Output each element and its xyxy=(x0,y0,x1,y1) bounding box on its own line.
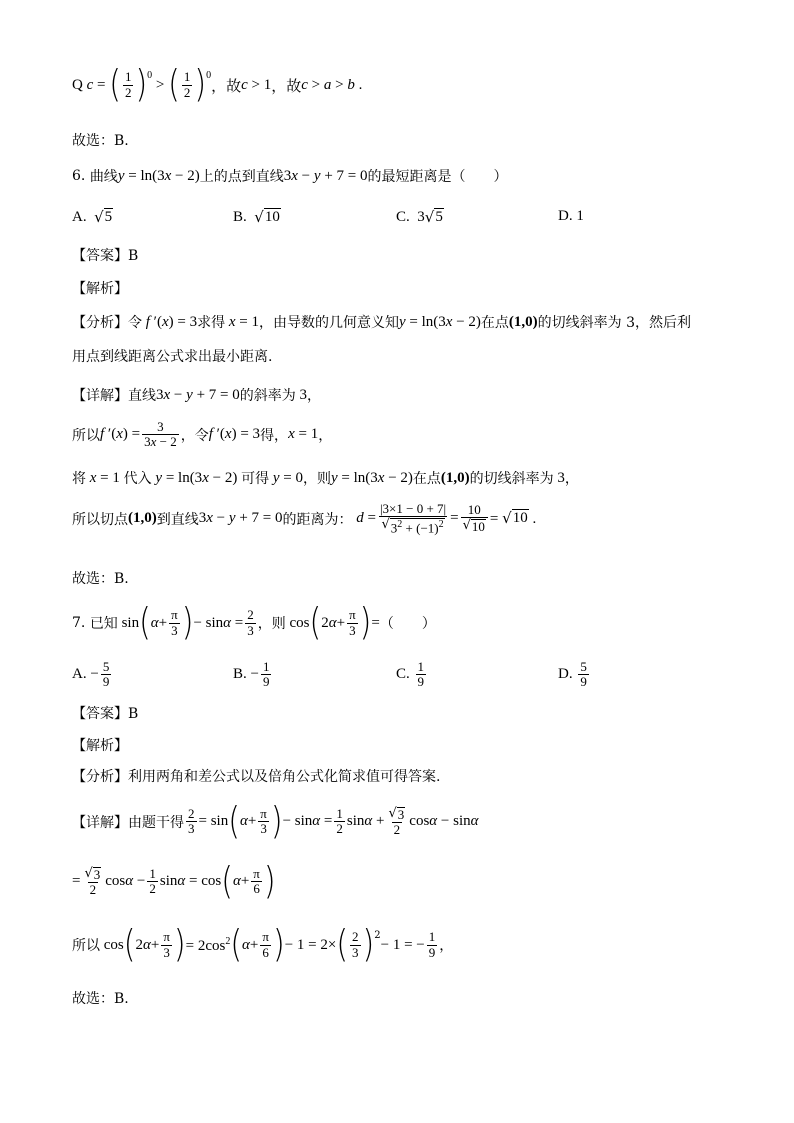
q6-fenxi-line-1: 【分析】 令 f ′(x) = 3 求得 x = 1 ，由导数的几何意义知 y = ln(3x − 2) 在点 (1,0) 的切线斜率为 3，然后利 xyxy=(72,313,692,331)
answer-choice-line: 故选：B. xyxy=(72,133,129,149)
q7-detail-line-2: = √ 3 2 cosα − $\frac{1}{2}$ sinα = cos ( α + $\frac{\pi}{6}$ ) xyxy=(72,859,276,904)
q6-analysis-head: 【解析】 xyxy=(72,281,128,297)
q6-option-d[interactable]: D. 1 xyxy=(558,208,584,224)
prev-solution-line: Q c = ( $\frac{1}{2}$ ) $^0$ > ( $\frac{1}{2}$ ) $^0$ ，故 c > 1 ，故 c > a > b . xyxy=(72,62,363,107)
q7-option-b[interactable]: B. − $\frac{1}{9}$ xyxy=(233,659,270,690)
question-7: 7. 已知 sin ( α + $\frac{\pi}{3}$ ) − sinα = $\frac{2}{3}$ ，则 cos ( 2α+ $\frac{\pi}{3}$ ) = （ ） xyxy=(72,600,436,645)
q7-option-a[interactable]: A. − $\frac{5}{9}$ xyxy=(72,659,110,690)
q6-detail-line-4: 所以切点 (1,0) 到直线 3x − y + 7 = 0 的距离为： d = |3×1 − 0 + 7| √ $3^2 + (-1)^2$ = 10 √ 10 = √ 10 . xyxy=(72,501,537,536)
q7-detail-line-3: 所以 cos ( 2α+ $\frac{\pi}{3}$ ) = $2\cos^2$ ( α + $\frac{\pi}{6}$ ) − 1 = 2× ( $\frac{2}{3}$ ) $^2$ − 1 = − $\frac{1}{9}$ ， xyxy=(72,922,454,967)
q7-fenxi: 【分析】 利用两角和差公式以及倍角公式化简求值可得答案. xyxy=(72,769,441,785)
q6-detail-line-2: 所以 f ′(x) = $\frac{3}{3x - 2}$ ，令 f ′(x) = 3 得， x = 1 ， xyxy=(72,419,333,450)
q7-answer: 【答案】B xyxy=(72,706,139,722)
q6-conclusion: 故选：B. xyxy=(72,571,129,587)
q6-answer: 【答案】B xyxy=(72,248,139,264)
q6-fenxi-line-2: 用点到线距离公式求出最小距离. xyxy=(72,349,273,365)
q6-detail-line-3: 将 x = 1 代入 y = ln(3x − 2) 可得 y = 0 ，则 y = ln(3x − 2) 在点 (1,0) 的切线斜率为 3 ， xyxy=(72,469,579,487)
q7-conclusion: 故选：B. xyxy=(72,991,129,1007)
q6-option-b[interactable]: B. √ 10 xyxy=(233,208,280,226)
q6-detail-line-1: 【详解】 直线 3x − y + 7 = 0 的斜率为 3 ， xyxy=(72,386,321,404)
q7-option-d[interactable]: D. $\frac{5}{9}$ xyxy=(558,659,587,690)
because-symbol: Q xyxy=(72,76,83,93)
q6-option-c[interactable]: C. 3 √ 5 xyxy=(396,208,443,226)
q7-analysis-head: 【解析】 xyxy=(72,738,128,754)
q6-option-a[interactable]: A. √ 5 xyxy=(72,208,113,226)
question-6: 6. 曲线 y = ln(3x − 2) 上的点到直线 3x − y + 7 = 0 的最短距离是（ ） xyxy=(72,167,508,185)
q7-detail-line-1: 【详解】 由题干得 $\frac{2}{3}$ = sin ( α + $\frac{\pi}{3}$ ) − sinα = $\frac{1}{2}$ sinα + √ 3 2 cosα − sinα xyxy=(72,799,479,844)
q7-option-c[interactable]: C. $\frac{1}{9}$ xyxy=(396,659,425,690)
